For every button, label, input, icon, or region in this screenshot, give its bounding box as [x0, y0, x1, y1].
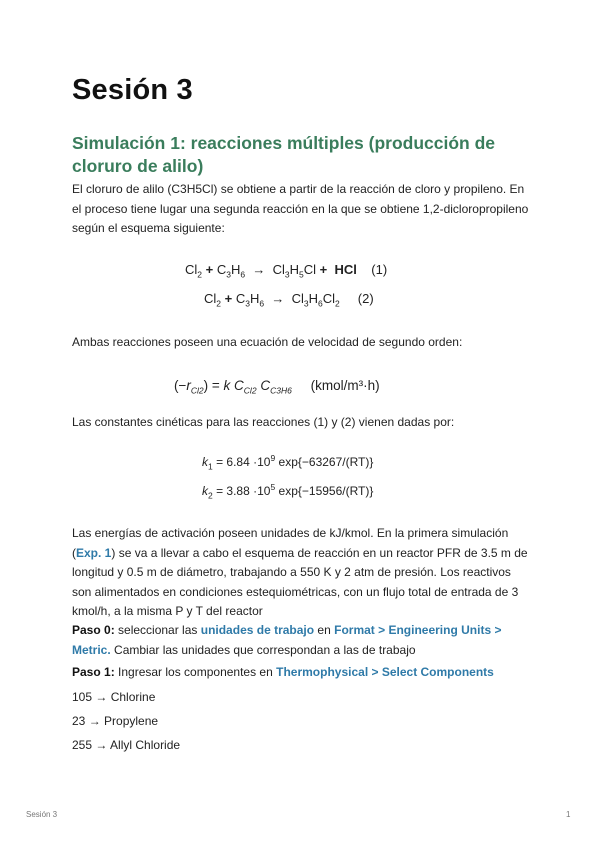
- step-0-text-2: en: [314, 623, 335, 637]
- component-id: 23: [72, 714, 86, 728]
- rate-equation: $(-r_{Cl2}) = k$ $C_{Cl2}$ $C_{C3H6}$ (kmol/m³·h): [174, 378, 380, 396]
- component-name: Propylene: [104, 714, 159, 728]
- k1-equation: $k_1 = 6.84 \cdot 10^9$ exp{−63267/(RT)}: [202, 453, 374, 472]
- reaction-1-hcl: HCl: [334, 262, 357, 277]
- page-number: 1: [566, 810, 571, 819]
- rate-intro: Ambas reacciones poseen una ecuación de velocidad de segundo orden:: [72, 335, 463, 349]
- k2-tail: exp{−15956/(RT)}: [278, 484, 374, 498]
- component-item: [72, 690, 155, 704]
- k2-coef: 3.88: [226, 484, 250, 498]
- reaction-1: $Cl_2 + C_3H_6 \to Cl_3H_5Cl$ + HCl (1): [185, 262, 388, 280]
- component-name: Allyl Chloride: [110, 738, 181, 752]
- reaction-2: $Cl_2 + C_3H_6 \to Cl_3H_6Cl_2$ (2): [204, 291, 374, 309]
- component-item: [72, 714, 158, 728]
- arrow-icon: →: [95, 690, 108, 704]
- step-0: [72, 621, 542, 660]
- step-1-text: Ingresar los componentes en: [114, 665, 277, 679]
- step-0-text-1: seleccionar las: [114, 623, 201, 637]
- reaction-1-arrow: →: [252, 262, 266, 277]
- intro-paragraph: El cloruro de alilo (C3H5Cl) se obtiene a partir de la reacción de cloro y propileno. En el proceso tiene lugar una segunda reacción en la que se obtiene 1,2-dicloropropileno según el esquema siguiente:: [72, 182, 529, 235]
- reaction-2-plus: +: [224, 291, 233, 306]
- k2-exp: 5: [270, 482, 276, 492]
- k2-equation: $k_2 = 3.88 \cdot 10^5$ exp{−15956/(RT)}: [202, 482, 374, 501]
- constants-intro: Las constantes cinéticas para las reacciones (1) y (2) vienen dadas por:: [72, 415, 455, 429]
- step-0-text-3: Cambiar las unidades que correspondan a las de trabajo: [110, 642, 416, 657]
- unidades-trabajo-highlight: unidades de trabajo: [200, 623, 315, 637]
- page-title: Sesión 3: [72, 74, 193, 106]
- k1-coef: 6.84: [226, 455, 250, 469]
- component-id: 255: [72, 738, 93, 752]
- k1-tail: exp{−63267/(RT)}: [278, 455, 374, 469]
- k1-exp: 9: [270, 453, 276, 463]
- activation-text-after: ) se va a llevar a cabo el esquema de reacción en un reactor PFR de 3.5 m de longitud y 0.5 m de diámetro, trabajando a 550 K y 2 atm de presión. Los reactivos son alimentados en condiciones estequiométricas, con un flujo total de entrada de 3 kmol/h, a la misma P y T del reactor: [72, 545, 528, 618]
- component-id: 105: [72, 690, 93, 704]
- reaction-2-arrow: →: [271, 291, 285, 306]
- component-name: Chlorine: [110, 690, 156, 704]
- arrow-icon: →: [95, 738, 108, 752]
- footer-title: Sesión 3: [26, 810, 58, 819]
- menu-path-format: Format > Engineering Units > Metric.: [72, 623, 502, 657]
- exp1-link[interactable]: Exp. 1: [76, 545, 112, 560]
- component-item: [72, 738, 180, 752]
- reaction-1-number: (1): [371, 262, 388, 277]
- reaction-1-plus2: +: [319, 262, 328, 277]
- rate-units: (kmol/m³·h): [310, 378, 380, 393]
- section-title: Simulación 1: reacciones múltiples (producción de cloruro de alilo): [72, 133, 496, 176]
- menu-path-thermophysical: Thermophysical > Select Components: [276, 665, 494, 679]
- activation-paragraph: [72, 524, 532, 622]
- reaction-2-number: (2): [357, 291, 374, 306]
- step-1: [72, 663, 542, 683]
- arrow-icon: →: [88, 714, 101, 728]
- step-1-label: Paso 1:: [72, 665, 115, 679]
- step-0-label: Paso 0:: [72, 623, 115, 637]
- activation-text-before: Las energías de activación poseen unidades de kJ/kmol. En la primera simulación (: [72, 526, 509, 560]
- reaction-1-plus: +: [205, 262, 214, 277]
